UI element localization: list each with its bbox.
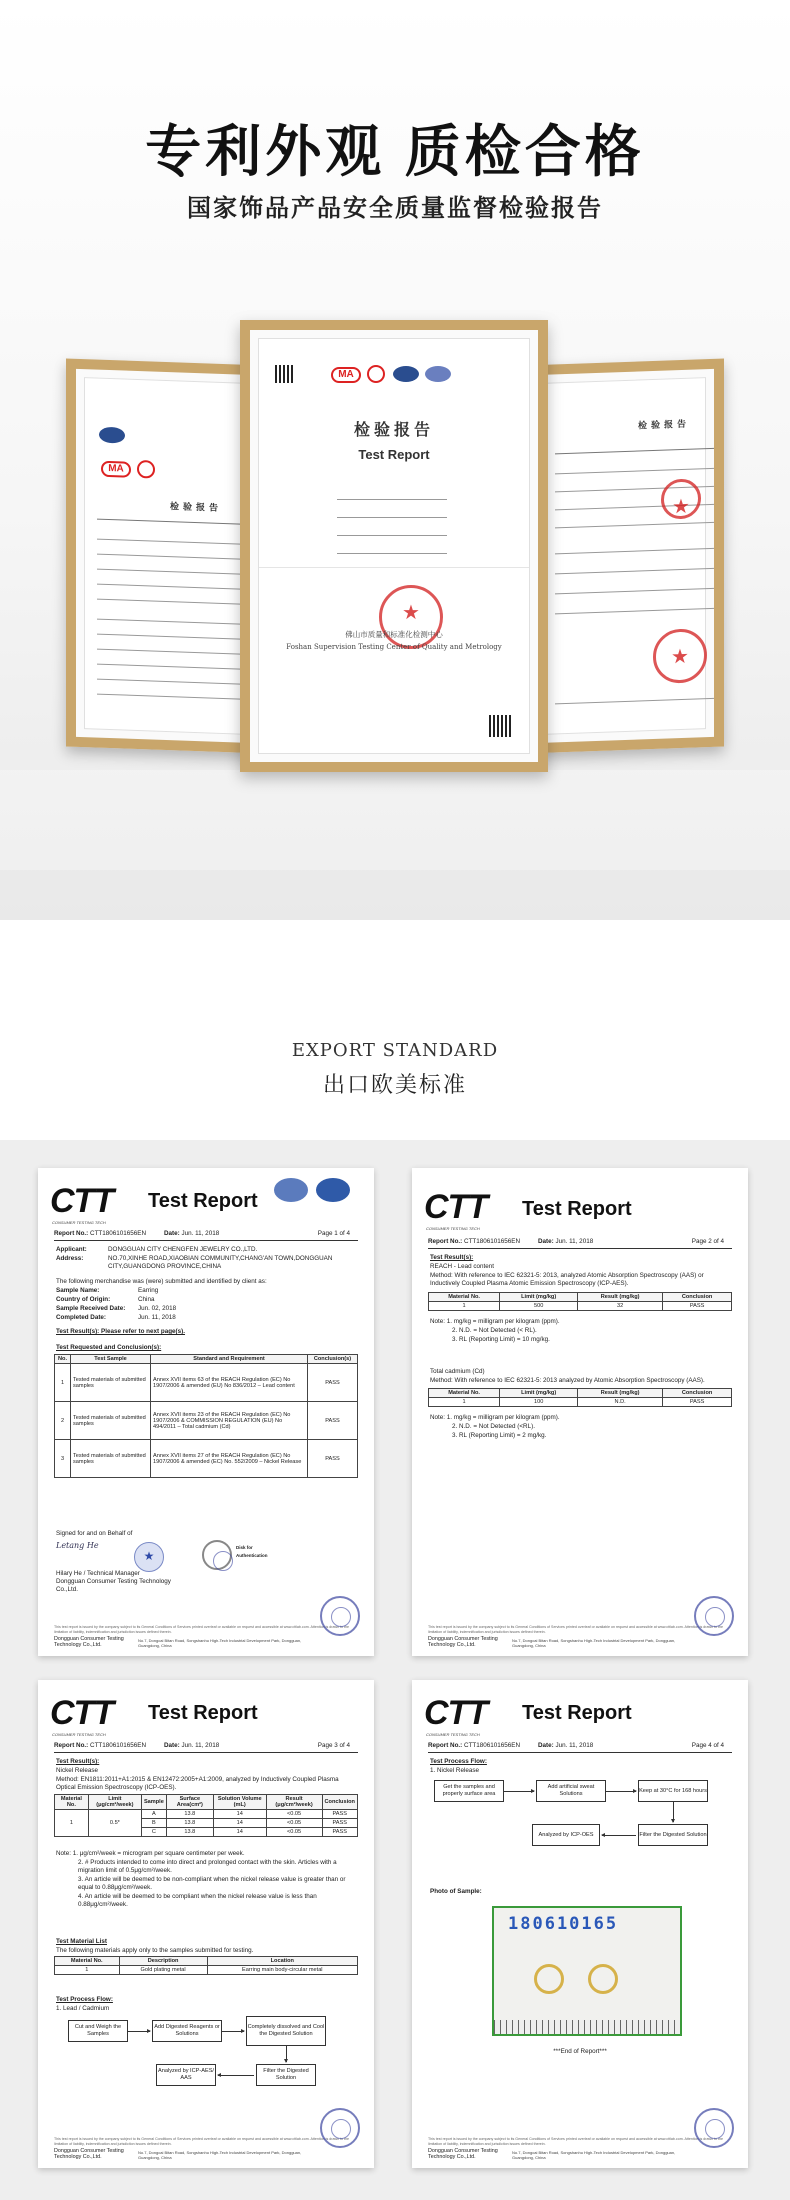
bottom-stamp-icon	[320, 2108, 360, 2148]
right-certificate	[542, 377, 706, 735]
qr-code-top-icon	[275, 365, 293, 383]
cal-logo-icon	[137, 460, 155, 479]
section1-title: REACH - Lead content	[430, 1263, 495, 1270]
flow-step-5: Analyzed by ICP-AES/ AAS	[156, 2064, 216, 2086]
flow-step-1: Get the samples and properly surface area	[434, 1780, 504, 1802]
ilac-logo-icon	[425, 366, 451, 382]
company-stamp-icon	[134, 1542, 164, 1572]
right-certificate-title: 检验报告	[637, 419, 690, 432]
signer: Hilary He / Technical Manager	[56, 1570, 140, 1577]
cnas-logo-icon	[99, 427, 125, 444]
end-of-report: ***End of Report***	[553, 2048, 607, 2055]
ruler	[494, 2020, 680, 2034]
ctt-logo-sub: CONSUMER TESTING TECH	[52, 1732, 106, 1737]
report-page-3: CTT CONSUMER TESTING TECH Test Report Report No.: CTT1806101656EN Date: Jun. 11, 2018 Page 3 of 4 Test Result(s): Nickel Release Method: EN1811:2011+A1:2015 & EN12472:2005+A1:2009, analyzed by Inductively Coupled Plasma Optical Emission Spectroscopy (ICP-OES). Material No. Limit (μg/cm²/week) Sample Surface Area(cm²) Solution Volume (mL) Result (μg/cm²/week) Conclusion 1 0.5* A 13.8 14 <0.05 PASS B 13.8 14 <0.05 PASS C 13.8 14 <0.05 PASS Note: 1. μg/cm²/week = microgram per square centimeter per week. 2. # Products intended to come into direct and prolonged contact with the skin. Articles with a migration limit of 0.5μg/cm²/week. 3. An article will be deemed to be non-compliant when the nickel release value is greater than or equal to 0.88μg/cm²/week. 4. An article will be deemed to be compliant when the nickel release value is less than 0.88μg/cm²/week. Test Material List The following materials apply only to the samples submitted for testing. Material No. Description Location 1 Gold plating metal Earring main body-circular metal Test Process Flow: 1. Lead / Cadmium Cut and Weigh the Samples Add Digested Reagents or Solutions Completely dissolved and Cool the Digested Solution Filter the Digested Solution Analyzed by ICP-AES/ AAS This test report is issued by the company subject to its General Conditions of Services printed overleaf or available on request and accessible at www.cttlab.com. Attention is drawn to the limitation of liability, indemnification and jurisdiction issues defined therein. Dongguan Consumer Testing Technology Co.,Ltd. No.7, Dongcai Bitan Road, Songshanhu High-Tech Industrial Development Park, Dongguan, Guangdong, China	[38, 1680, 374, 2168]
sample-number: 180610165	[508, 1914, 619, 1934]
sample-photo	[492, 1906, 682, 2036]
signer-company: Dongguan Consumer Testing Technology Co.,Ltd.	[56, 1578, 171, 1593]
export-title-cn: 出口欧美标准	[322, 1073, 467, 1098]
page-number: Page 3 of 4	[317, 1742, 350, 1749]
earring-right-icon	[588, 1964, 618, 1994]
hero-subtitle: 国家饰品产品安全质量监督检验报告	[187, 195, 603, 222]
footer-address: No.7, Dongcai Bitan Road, Songshanhu High-Tech Industrial Development Park, Dongguan, Guangdong, China	[512, 2150, 676, 2160]
footer-address: No.7, Dongcai Bitan Road, Songshanhu High-Tech Industrial Development Park, Dongguan, Guangdong, China	[512, 1638, 676, 1648]
signature: Letang He	[56, 1541, 99, 1550]
requested-title: Test Requested and Conclusion(s):	[56, 1344, 162, 1351]
disk-label: Disk for Authentication	[236, 1545, 268, 1558]
bottom-stamp-icon	[320, 1596, 360, 1636]
footer-company: Dongguan Consumer Testing Technology Co.,Ltd.	[54, 2148, 124, 2160]
earring-left-icon	[534, 1964, 564, 1994]
ctt-logo: CTT	[50, 1694, 114, 1732]
signed-label: Signed for and on Behalf of	[56, 1530, 133, 1537]
flow-step-4: Filter the Digested Solution	[256, 2064, 316, 2086]
intro-text: The following merchandise was (were) submitted and identified by client as:	[56, 1278, 267, 1285]
ctt-logo: CTT	[424, 1694, 488, 1732]
footer-terms: This test report is issued by the company subject to its General Conditions of Services printed overleaf or available on request and accessible at www.cttlab.com. Attention is drawn to the limitation of liability, indemnification and jurisdiction issues defined therein.	[54, 1625, 350, 1634]
ctt-logo: CTT	[424, 1188, 488, 1226]
left-certificate	[84, 377, 248, 735]
section1-method: Method: With reference to IEC 62321-5: 2013, analyzed Atomic Absorption Spectroscopy (AAS) or Inductively Coupled Plasma Atomic Emission Spectroscopy (ICP-AES).	[430, 1272, 704, 1287]
footer-terms: This test report is issued by the company subject to its General Conditions of Services printed overleaf or available on request and accessible at www.cttlab.com. Attention is drawn to the limitation of liability, indemnification and jurisdiction issues defined therein.	[54, 2137, 350, 2146]
page-number: Page 4 of 4	[691, 1742, 724, 1749]
cnas-logo-icon	[393, 366, 419, 382]
bottom-stamp-icon	[694, 2108, 734, 2148]
cal-logo-icon	[367, 365, 385, 383]
ctt-logo-sub: CONSUMER TESTING TECH	[426, 1732, 480, 1737]
ctt-logo-sub: CONSUMER TESTING TECH	[52, 1220, 106, 1225]
results-line: Test Result(s): Please refer to next page(s).	[56, 1328, 186, 1335]
flow-step-2: Add artificial sweat Solutions	[536, 1780, 606, 1802]
material-table: Material No. Description Location 1 Gold plating metal Earring main body-circular metal	[54, 1956, 358, 1975]
floor-reflection	[0, 770, 790, 870]
right-seal-2-icon	[653, 628, 707, 684]
disk-authentication-icon	[202, 1540, 232, 1570]
cma-logo-icon: MA	[331, 367, 361, 383]
nickel-title: Nickel Release	[56, 1767, 98, 1774]
center-certificate-footer-cn: 佛山市质量和标准化检测中心	[345, 630, 443, 639]
flow-step-5: Analyzed by ICP-OES	[532, 1824, 600, 1846]
page-number: Page 2 of 4	[691, 1238, 724, 1245]
export-header-band	[0, 920, 790, 1140]
flow-step-2: Add Digested Reagents or Solutions	[152, 2020, 222, 2042]
report-title: Test Report	[148, 1190, 258, 1212]
material-list-title: Test Material List	[56, 1938, 107, 1945]
conclusion-table: No. Test Sample Standard and Requirement Conclusion(s) 1 Tested materials of submitted samples Annex XVII items 63 of the REACH Regulation (EC) No 1907/2006 & amended (EU) No 836/2012 – Lead content PASS 2 Tested materials of submitted samples Annex XVII items 23 of the REACH Regulation (EC) No 1907/2006 & COMMISSION REGULATION (EU) No 494/2011 – Total cadmium (Cd) PASS 3 Tested materials of submitted samples Annex XVII items 27 of the REACH Regulation (EC) No 1907/2006 & amended (EC) No. 552/2009 – Nickel Release PASS	[54, 1354, 358, 1478]
report-page-4: CTT CONSUMER TESTING TECH Test Report Report No.: CTT1806101656EN Date: Jun. 11, 2018 Page 4 of 4 Test Process Flow: 1. Nickel Release Get the samples and properly surface area Add artificial sweat Solutions Keep at 30°C for 168 hours Filter the Digested Solution Analyzed by ICP-OES Photo of Sample: 180610165 ***End of Report*** This test report is issued by the company subject to its General Conditions of Services printed overleaf or available on request and accessible at www.cttlab.com. Attention is drawn to the limitation of liability, indemnification and jurisdiction issues defined therein. Dongguan Consumer Testing Technology Co.,Ltd. No.7, Dongcai Bitan Road, Songshanhu High-Tech Industrial Development Park, Dongguan, Guangdong, China	[412, 1680, 748, 2168]
flow-step-4: Filter the Digested Solution	[638, 1824, 708, 1846]
export-title-en: EXPORT STANDARD	[291, 1040, 499, 1061]
bottom-stamp-icon	[694, 1596, 734, 1636]
center-certificate-title-en: Test Report	[358, 447, 430, 462]
ctt-logo-sub: CONSUMER TESTING TECH	[426, 1226, 480, 1231]
applicant: DONGGUAN CITY CHENGFEN JEWELRY CO.,LTD.	[108, 1246, 258, 1253]
footer-terms: This test report is issued by the company subject to its General Conditions of Services printed overleaf or available on request and accessible at www.cttlab.com. Attention is drawn to the limitation of liability, indemnification and jurisdiction issues defined therein.	[428, 2137, 724, 2146]
report-title: Test Report	[522, 1198, 632, 1220]
photo-title: Photo of Sample:	[430, 1888, 482, 1895]
footer-company: Dongguan Consumer Testing Technology Co.,Ltd.	[54, 1636, 124, 1648]
qr-code-bottom-icon	[489, 715, 511, 737]
footer-address: No.7, Dongcai Bitan Road, Songshanhu High-Tech Industrial Development Park, Dongguan, Guangdong, China	[138, 2150, 302, 2160]
ilac-badge-icon	[274, 1178, 308, 1202]
center-certificate-footer-en: Foshan Supervision Testing Center of Quality and Metrology	[286, 643, 502, 651]
flow-step-3: Completely dissolved and Cool the Digested Solution	[246, 2016, 326, 2046]
cadmium-table: Material No. Limit (mg/kg) Result (mg/kg) Conclusion 1 100 N.D. PASS	[428, 1388, 732, 1407]
ctt-logo: CTT	[50, 1182, 114, 1220]
report-title: Test Report	[522, 1702, 632, 1724]
hero-section	[0, 0, 790, 920]
left-certificate-frame	[66, 359, 266, 754]
report-number: CTT1806101656EN	[90, 1230, 147, 1237]
left-certificate-title: 检验报告	[169, 502, 222, 514]
report-page-1: CTT CONSUMER TESTING TECH Test Report Report No.: CTT1806101656EN Date: Jun. 11, 2018 Page 1 of 4 Applicant: DONGGUAN CITY CHENGFEN JEWELRY CO.,LTD. Address: NO.70,XINHE ROAD,XIAOBIAN COMMUNITY,CHANG'AN TOWN,DONGGUAN CITY,GUANGDONG PROVINCE,CHINA The following merchandise was (were) submitted and identified by client as: Sample Name: Earring Country of Origin: China Sample Received Date: Jun. 02, 2018 Completed Date: Jun. 11, 2018 Test Result(s): Please refer to next page(s). Test Requested and Conclusion(s): No. Test Sample Standard and Requirement Conclusion(s) 1 Tested materials of submitted samples Annex XVII items 63 of the REACH Regulation (EC) No 1907/2006 & amended (EU) No 836/2012 – Lead content PASS 2 Tested materials of submitted samples Annex XVII items 23 of the REACH Regulation (EC) No 1907/2006 & COMMISSION REGULATION (EU) No 494/2011 – Total cadmium (Cd) PASS 3 Tested materials of submitted samples Annex XVII items 27 of the REACH Regulation (EC) No 1907/2006 & amended (EC) No. 552/2009 – Nickel Release PASS Signed for and on Behalf of Letang He ★ Hilary He / Technical Manager Dongguan Consumer Testing Technology Co.,Ltd. Disk for Authentication This test report is issued by the company subject to its General Conditions of Services printed overleaf or available on request and accessible at www.cttlab.com. Attention is drawn to the limitation of liability, indemnification and jurisdiction issues defined therein. Dongguan Consumer Testing Technology Co.,Ltd. No.7, Dongcai Bitan Road, Songshanhu High-Tech Industrial Development Park, Dongguan, Guangdong, China	[38, 1168, 374, 1656]
hero-title: 专利外观 质检合格	[145, 120, 645, 183]
center-certificate-title-cn: 检验报告	[353, 420, 434, 439]
cma-logo-icon: MA	[101, 461, 131, 478]
lead-table: Material No. Limit (mg/kg) Result (mg/kg) Conclusion 1 500 32 PASS	[428, 1292, 732, 1311]
footer-company: Dongguan Consumer Testing Technology Co.,Ltd.	[428, 2148, 498, 2160]
nickel-table: Material No. Limit (μg/cm²/week) Sample Surface Area(cm²) Solution Volume (mL) Result (μg/cm²/week) Conclusion 1 0.5* A 13.8 14 <0.05 PASS B 13.8 14 <0.05 PASS C 13.8 14 <0.05 PASS	[54, 1794, 358, 1837]
center-certificate-frame	[240, 320, 548, 772]
report-page-2: CTT CONSUMER TESTING TECH Test Report Report No.: CTT1806101656EN Date: Jun. 11, 2018 Page 2 of 4 Test Result(s): REACH - Lead content Method: With reference to IEC 62321-5: 2013, analyzed Atomic Absorption Spectroscopy (AAS) or Inductively Coupled Plasma Atomic Emission Spectroscopy (ICP-AES). Material No. Limit (mg/kg) Result (mg/kg) Conclusion 1 500 32 PASS Note: 1. mg/kg = milligram per kilogram (ppm). 2. N.D. = Not Detected (< RL). 3. RL (Reporting Limit) = 10 mg/kg. Total cadmium (Cd) Method: With reference to IEC 62321-5: 2013 analyzed by Atomic Absorption Spectroscopy (AAS). Material No. Limit (mg/kg) Result (mg/kg) Conclusion 1 100 N.D. PASS Note: 1. mg/kg = milligram per kilogram (ppm). 2. N.D. = Not Detected (<RL). 3. RL (Reporting Limit) = 2 mg/kg. This test report is issued by the company subject to its General Conditions of Services printed overleaf or available on request and accessible at www.cttlab.com. Attention is drawn to the limitation of liability, indemnification and jurisdiction issues defined therein. Dongguan Consumer Testing Technology Co.,Ltd. No.7, Dongcai Bitan Road, Songshanhu High-Tech Industrial Development Park, Dongguan, Guangdong, China	[412, 1168, 748, 1656]
right-seal-icon	[661, 478, 701, 519]
flow-step-1: Cut and Weigh the Samples	[68, 2020, 128, 2042]
report-title: Test Report	[148, 1702, 258, 1724]
section2-title: Total cadmium (Cd)	[430, 1368, 485, 1375]
cnas-badge-icon	[316, 1178, 350, 1202]
right-certificate-frame	[524, 359, 724, 754]
report-date: Jun. 11, 2018	[181, 1230, 220, 1237]
page-number: Page 1 of 4	[317, 1230, 350, 1237]
footer-address: No.7, Dongcai Bitan Road, Songshanhu High-Tech Industrial Development Park, Dongguan, Guangdong, China	[138, 1638, 302, 1648]
footer-terms: This test report is issued by the company subject to its General Conditions of Services printed overleaf or available on request and accessible at www.cttlab.com. Attention is drawn to the limitation of liability, indemnification and jurisdiction issues defined therein.	[428, 1625, 724, 1634]
nickel-method: Method: EN1811:2011+A1:2015 & EN12472:2005+A1:2009, analyzed by Inductively Coupled Plasma Optical Emission Spectroscopy (ICP-OES).	[56, 1776, 339, 1791]
flow-step-3: Keep at 30°C for 168 hours	[638, 1780, 708, 1802]
section2-method: Method: With reference to IEC 62321-5: 2013 analyzed by Atomic Absorption Spectroscopy (AAS).	[430, 1377, 705, 1384]
footer-company: Dongguan Consumer Testing Technology Co.,Ltd.	[428, 1636, 498, 1648]
center-certificate	[258, 338, 530, 754]
applicant-address: NO.70,XINHE ROAD,XIAOBIAN COMMUNITY,CHANG'AN TOWN,DONGGUAN CITY,GUANGDONG PROVINCE,CHINA	[108, 1255, 333, 1270]
